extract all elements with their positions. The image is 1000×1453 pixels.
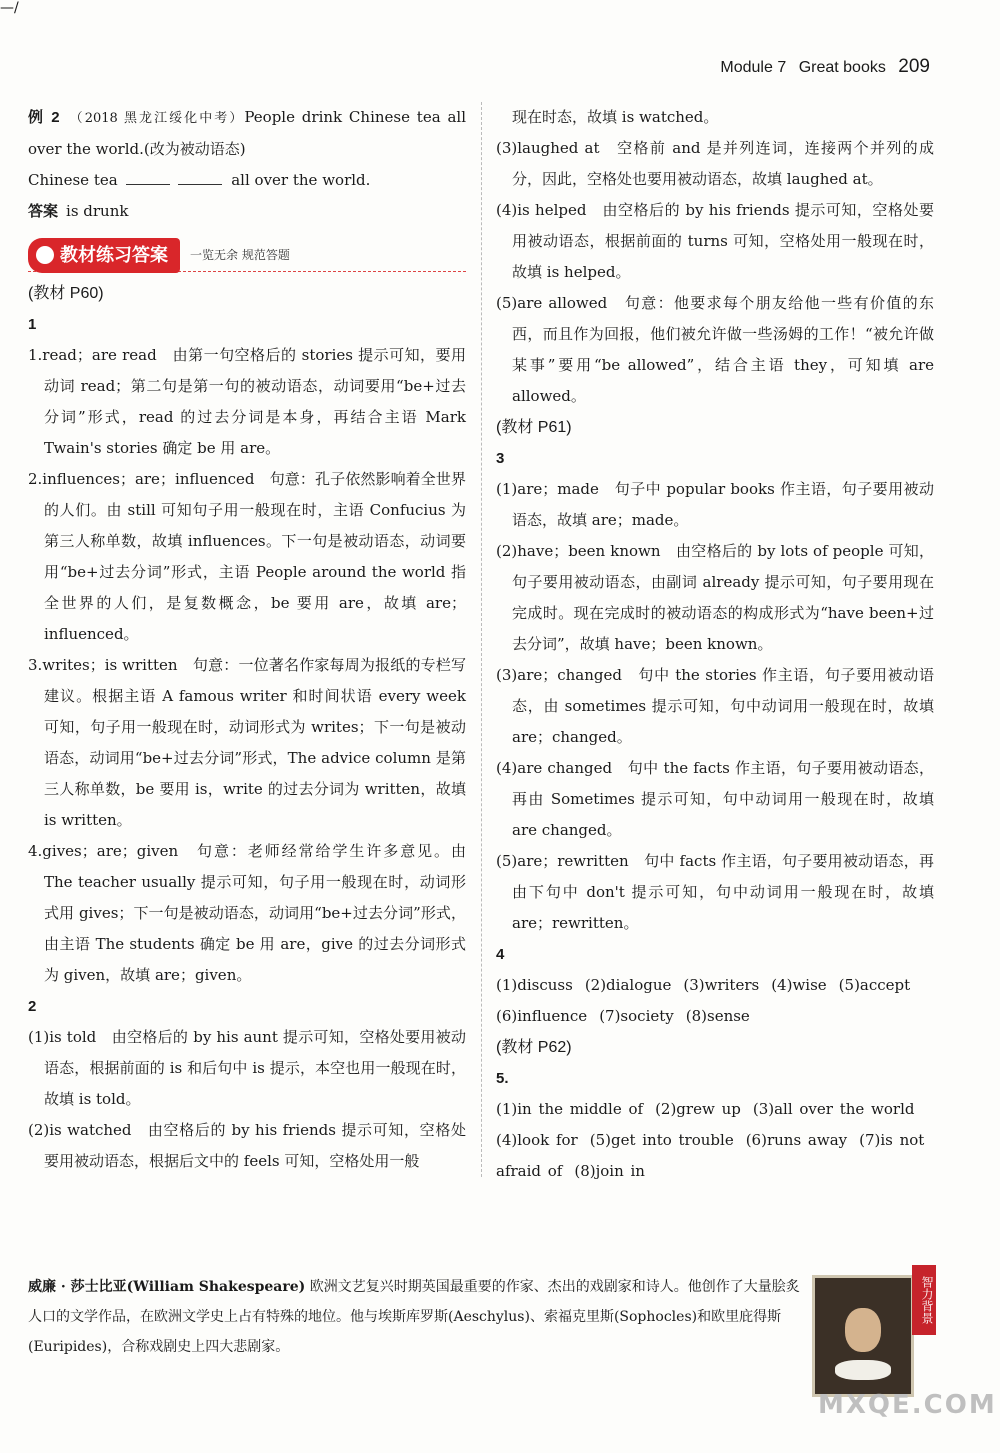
example-sentence: People drink Chinese tea all over the world. [28, 108, 466, 158]
page-number: 209 [898, 56, 930, 77]
answer-item: (5)are allowed 句意：他要求每个朋友给他一些有价值的东西，而且作为回报，他们被允许做一些汤姆的工作！“被允许做某事”要用“be allowed”，结合主语 they，可知填 are allowed。 [496, 294, 934, 405]
question-number: 1 [28, 316, 37, 333]
example-question [28, 102, 466, 165]
section-p60: (教材 P60) [28, 285, 104, 302]
blank-2 [178, 184, 222, 185]
answer-item: (3)laughed at 空格前 and 是并列连词，连接两个并列的成分，因此，空格处也要用被动语态，故填 laughed at。 [496, 139, 934, 188]
right-column [496, 102, 934, 1187]
question-number: 2 [28, 998, 37, 1015]
example-label: 例 2 [28, 109, 60, 126]
section-p61: (教材 P61) [496, 419, 572, 436]
answer-item: 2.influences；are；influenced 句意：孔子依然影响着全世界的人们。由 still 可知句子用一般现在时，主语 Confucius 为第三人称单数，故填 influences。下一句是被动语态，动词要用“be+过去分词”形式，主语 People around the world 指全世界的人们，是复数概念，be 要用 are，故填 are；influenced。 [28, 470, 466, 643]
example-source: （2018 黑龙江绥化中考） [67, 111, 245, 126]
example-fill: Chinese tea all over the world. [28, 171, 371, 189]
answer-item: (1)is told 由空格后的 by his aunt 提示可知，空格处要用被动语态，根据前面的 is 和后句中 is 提示，本空也用一般现在时，故填 is told。 [28, 1028, 466, 1108]
example-instruction: (改为被动语态) [143, 140, 246, 158]
answer-item: (1)are；made 句子中 popular books 作主语，句子要用被动语态，故填 are；made。 [496, 480, 934, 529]
section-p62: (教材 P62) [496, 1039, 572, 1056]
answer-item: (4)are changed 句中 the facts 作主语，句子要用被动语态，再由 Sometimes 提示可知，句中动词用一般现在时，故填 are changed。 [496, 759, 934, 839]
answer-item: (5)are；rewritten 句中 facts 作主语，句子要用被动语态，再由下句中 don't 提示可知，句中动词用一般现在时，故填 are；rewritten。 [496, 852, 934, 932]
module-title: Great books [798, 59, 886, 76]
module-label: Module 7 [720, 59, 787, 76]
answer-item: 3.writes；is written 句意：一位著名作家每周为报纸的专栏写建议。根据主语 A famous writer 和时间状语 every week 可知，句子用一般现在时，动词形式为 writes；下一句是被动语态，动词用“be+过去分词”形式，The advice column 是第三人称单数，be 要用 is，write 的过去分词为 written，故填 is written。 [28, 656, 466, 829]
note-text: 欧洲文艺复兴时期英国最重要的作家、杰出的戏剧家和诗人。他创作了大量脍炙人口的文学作品，在欧洲文学史上占有特殊的地位。他与埃斯库罗斯(Aeschylus)、索福克里斯(Sophocles)和欧里庇得斯(Euripides)，合称戏剧史上四大悲剧家。 [28, 1279, 800, 1355]
q4-answers: (1)discuss (2)dialogue (3)writers (4)wise (5)accept (6)influence (7)society (8)sense [496, 976, 911, 1025]
watermark: MXQE.COM [818, 1390, 997, 1420]
shakespeare-portrait [812, 1275, 914, 1397]
answer-item: (2)is watched 由空格后的 by his friends 提示可知，空格处要用被动语态，根据后文中的 feels 可知，空格处用一般 [28, 1121, 466, 1170]
banner-subtitle: 一览无余 规范答题 [190, 247, 290, 262]
question-number: 5. [496, 1070, 509, 1087]
left-column [28, 102, 466, 1177]
book-icon [36, 246, 54, 264]
answers-banner [28, 239, 466, 272]
answer-label: 答案 [28, 203, 59, 220]
portrait-collar [835, 1360, 891, 1380]
column-divider [481, 102, 482, 1177]
answer-item: (2)have；been known 由空格后的 by lots of people 可知，句子要用被动语态，由副词 already 提示可知，句子要用现在完成时。现在完成时的被动语态的构成形式为“have been+过去分词”，故填 have；been known。 [496, 542, 934, 653]
answer-item: 4.gives；are；given 句意：老师经常给学生许多意见。由 The teacher usually 提示可知，句子用一般现在时，动词形式用 gives；下一句是被动语态，动词用“be+过去分词”形式，由主语 The students 确定 be 用 are，give 的过去分词形式为 given，故填 are；given。 [28, 842, 466, 984]
corner-mark: —/ [0, 0, 19, 16]
blank-1 [126, 184, 170, 185]
example-answer: 答案 is drunk [28, 202, 129, 220]
page-header [720, 56, 930, 78]
banner-title: 教材练习答案 [28, 238, 180, 273]
answer-item: (3)are；changed 句中 the stories 作主语，句子要用被动语态，由 sometimes 提示可知，句中动词用一般现在时，故填 are；changed。 [496, 666, 934, 746]
portrait-face [845, 1308, 881, 1352]
question-number: 3 [496, 450, 505, 467]
note-title: 威廉 · 莎士比亚(William Shakespeare) [28, 1279, 306, 1295]
shakespeare-note [28, 1272, 803, 1362]
q5-answers: (1)in the middle of (2)grew up (3)all over the world (4)look for (5)get into trouble (6)runs away (7)is not afraid of (8)join in [496, 1100, 925, 1180]
continued-text: 现在时态，故填 is watched。 [512, 108, 719, 126]
background-stamp: 智力背景 [912, 1265, 936, 1335]
answer-item: (4)is helped 由空格后的 by his friends 提示可知，空格处要用被动语态，根据前面的 turns 可知，空格处用一般现在时，故填 is helped。 [496, 201, 934, 281]
question-number: 4 [496, 946, 505, 963]
answer-item: 1.read；are read 由第一句空格后的 stories 提示可知，要用动词 read；第二句是第一句的被动语态，动词要用“be+过去分词”形式，read 的过去分词是本身，再结合主语 Mark Twain's stories 确定 be 用 are。 [28, 346, 466, 457]
